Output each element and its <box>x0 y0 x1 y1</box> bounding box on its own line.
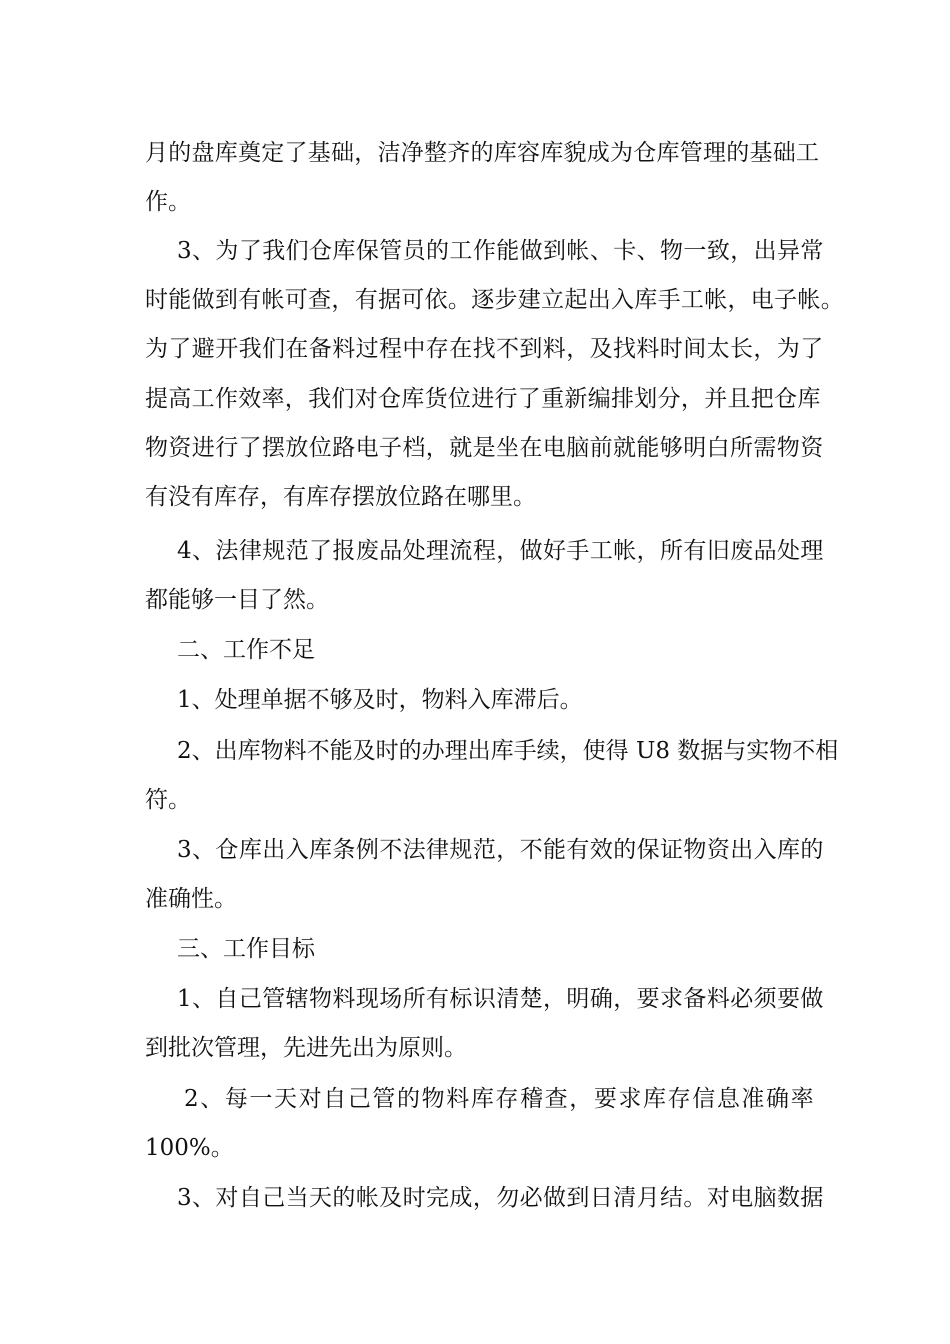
text-line: 提高工作效率，我们对仓库货位进行了重新编排划分，并且把仓库 <box>145 386 821 412</box>
goal-2-start: 2、每一天对自己管的物料库存稽查，要求库存信息准确率 <box>184 1086 816 1112</box>
text-line: 准确性。 <box>145 886 237 912</box>
paragraph-3-start: 3、为了我们仓库保管员的工作能做到帐、卡、物一致，出异常 <box>177 238 824 264</box>
text-line: 作。 <box>145 189 191 215</box>
text-line: 有没有库存，有库存摆放位路在哪里。 <box>145 484 536 510</box>
goal-3-start: 3、对自己当天的帐及时完成，勿必做到日清月结。对电脑数据 <box>177 1185 824 1211</box>
paragraph-4-start: 4、法律规范了报废品处理流程，做好手工帐，所有旧废品处理 <box>177 538 824 564</box>
shortcoming-2-start: 2、出库物料不能及时的办理出库手续，使得 U8 数据与实物不相 <box>177 738 839 764</box>
text-line: 为了避开我们在备料过程中存在找不到料，及找料时间太长，为了 <box>145 336 824 362</box>
text-line: 物资进行了摆放位路电子档，就是坐在电脑前就能够明白所需物资 <box>145 435 824 461</box>
text-line: 到批次管理，先进先出为原则。 <box>145 1035 467 1061</box>
section-heading-shortcomings: 二、工作不足 <box>177 637 315 663</box>
shortcoming-3-start: 3、仓库出入库条例不法律规范，不能有效的保证物资出入库的 <box>177 837 824 863</box>
shortcoming-1: 1、处理单据不够及时，物料入库滞后。 <box>177 687 583 713</box>
goal-1-start: 1、自己管辖物料现场所有标识清楚，明确，要求备料必须要做 <box>177 986 824 1012</box>
section-heading-goals: 三、工作目标 <box>177 936 315 962</box>
text-line: 月的盘库奠定了基础，洁净整齐的库容库貌成为仓库管理的基础工 <box>145 140 820 166</box>
text-line: 符。 <box>145 787 191 813</box>
text-line: 时能做到有帐可查，有据可依。逐步建立起出入库手工帐，电子帐。 <box>145 287 844 313</box>
text-line: 100%。 <box>145 1135 234 1161</box>
text-line: 都能够一目了然。 <box>145 587 329 613</box>
